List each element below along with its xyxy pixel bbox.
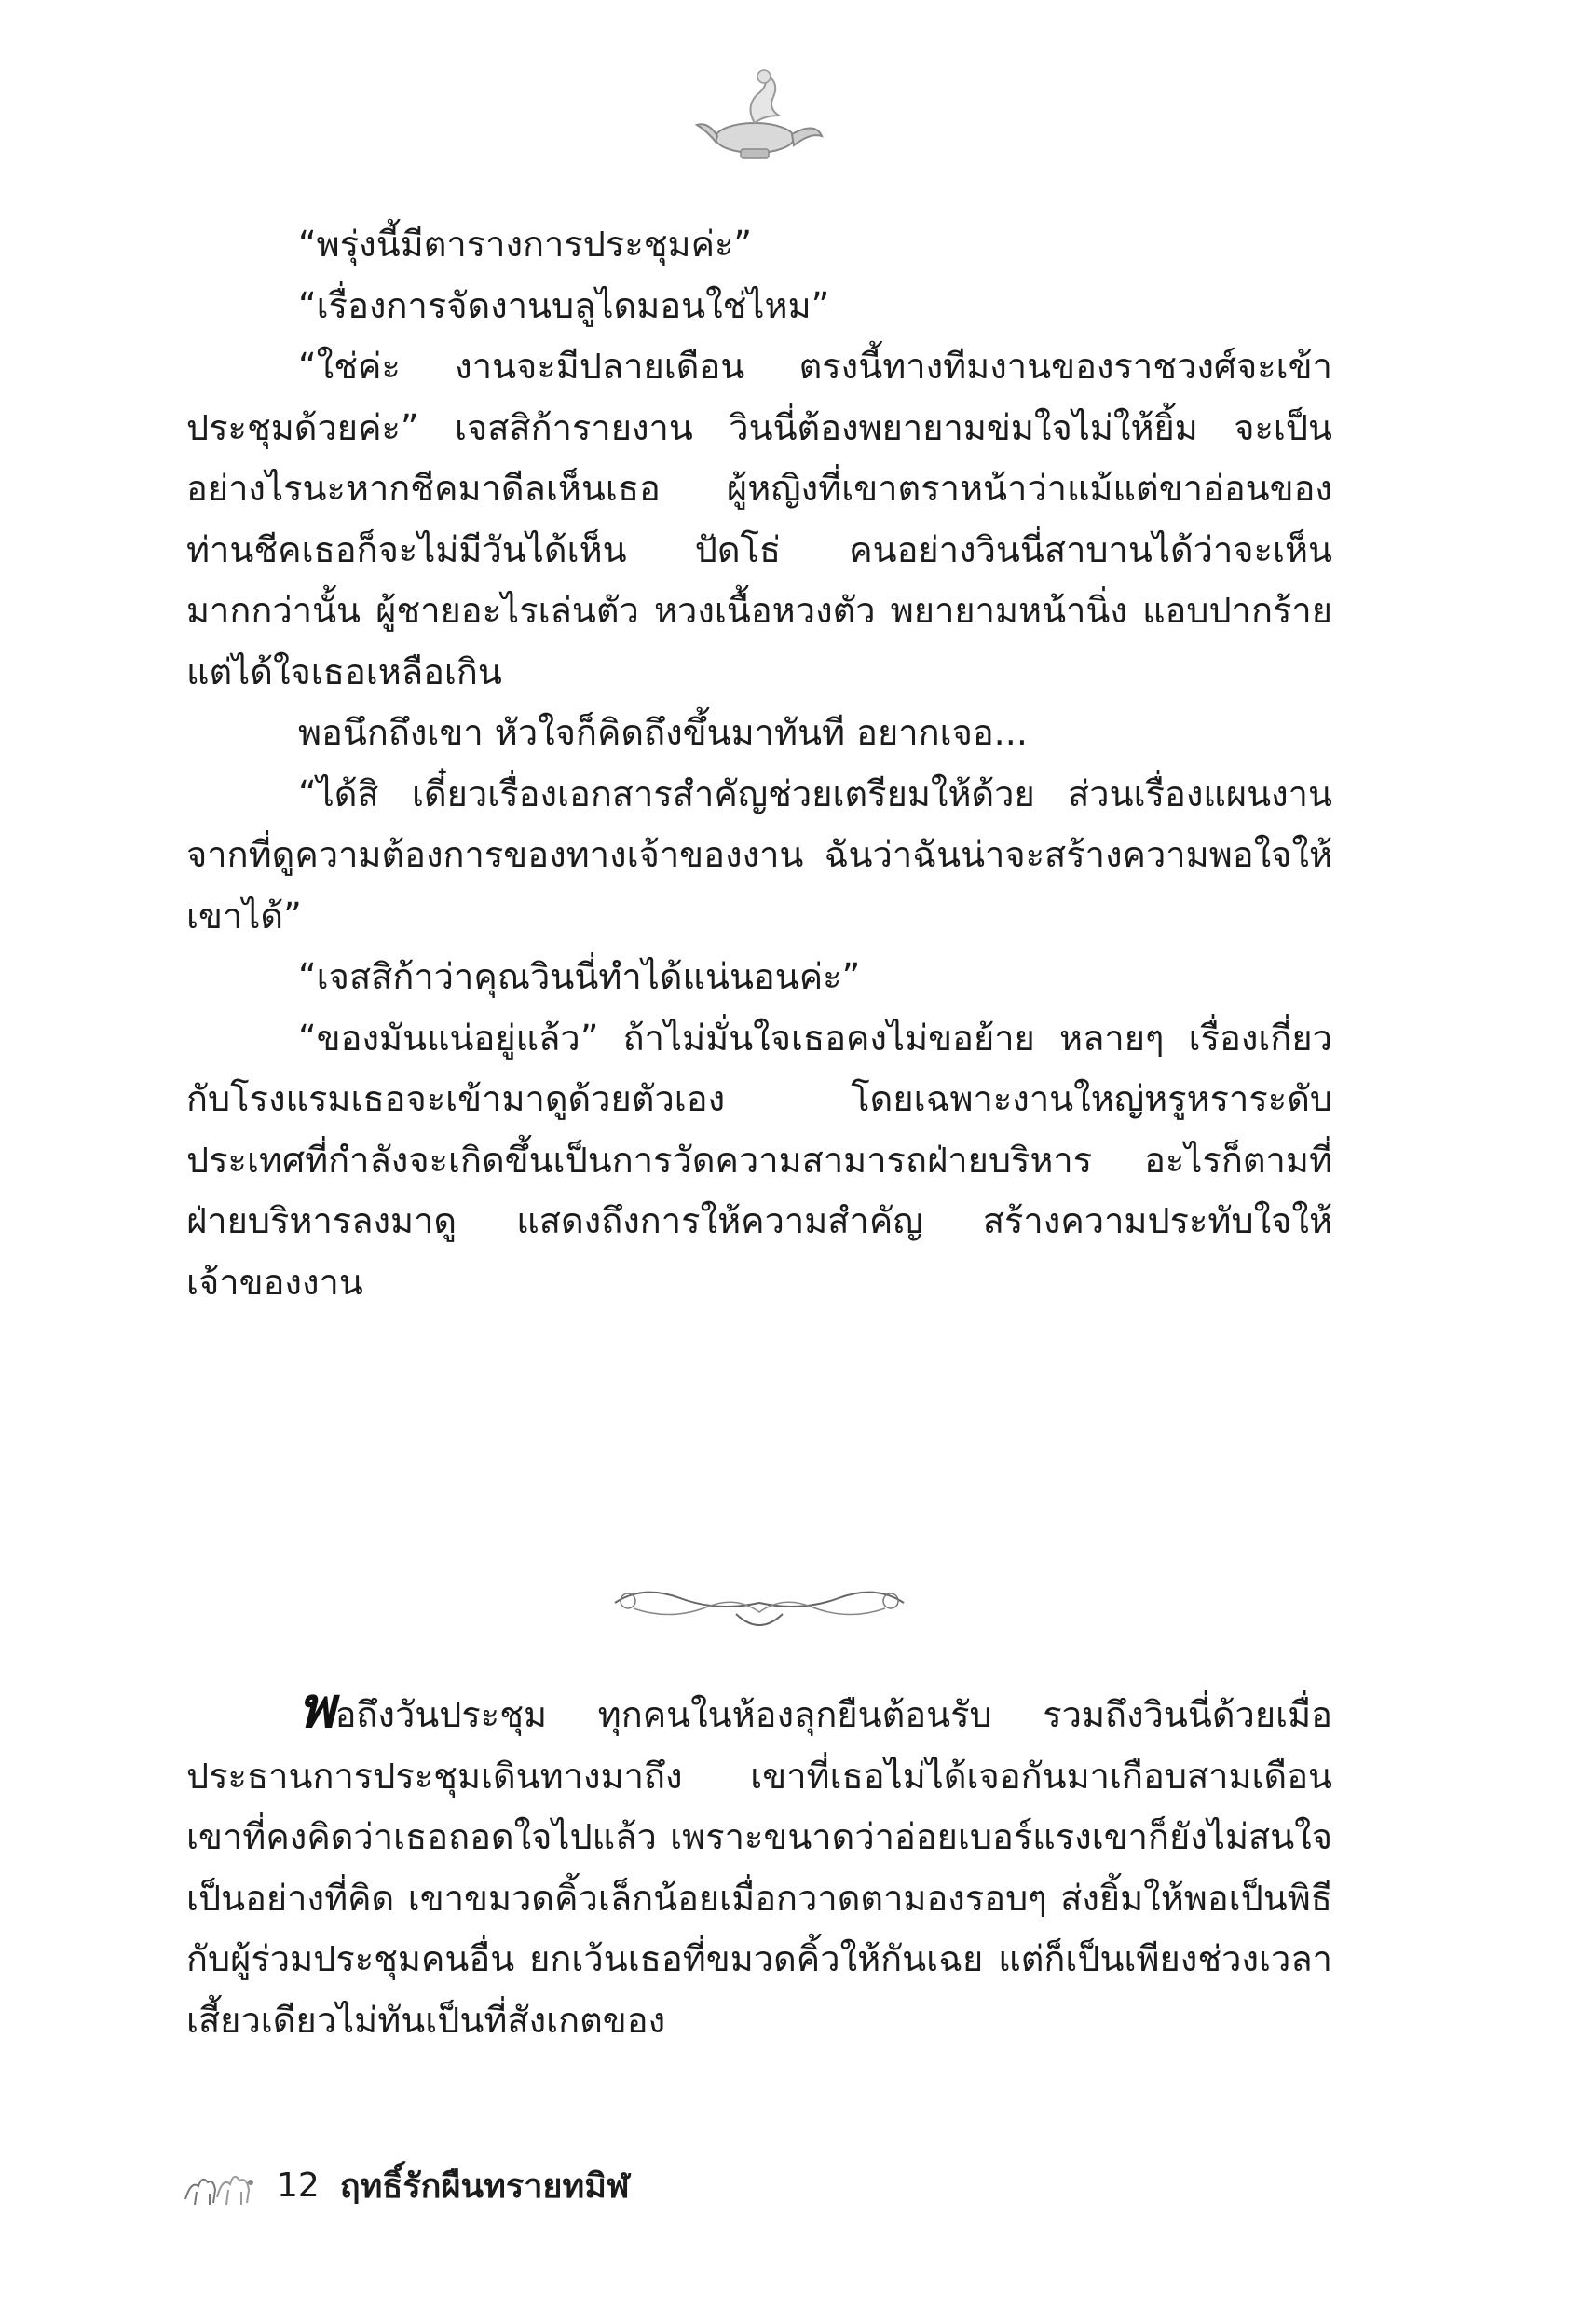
camel-caravan-icon — [182, 2162, 256, 2208]
paragraph: “ได้สิ เดี๋ยวเรื่องเอกสารสำคัญช่วยเตรียมให้ด้วย ส่วนเรื่องแผนงาน จากที่ดูความต้องการของทางเจ้าของงาน ฉันว่าฉันน่าจะสร้างความพอใจให้เขาได้” — [186, 773, 1332, 937]
flourish-divider-icon — [606, 1575, 913, 1640]
paragraph: พอนึกถึงเขา หัวใจก็คิดถึงขึ้นมาทันที อยากเจอ... — [298, 712, 1028, 753]
page-footer — [182, 2157, 630, 2213]
paragraph — [186, 1675, 1332, 2051]
paragraph: “เรื่องการจัดงานบลูไดมอนใช่ไหม” — [298, 284, 830, 326]
drop-cap: พ — [298, 1675, 335, 1741]
section-one-text — [186, 214, 1332, 1313]
book-title: ฤทธิ์รักผืนทรายทมิฬ — [339, 2167, 630, 2206]
paragraph: “พรุ่งนี้มีตารางการประชุมค่ะ” — [298, 224, 753, 265]
paragraph: “เจสสิก้าว่าคุณวินนี่ทำได้แน่นอนค่ะ” — [298, 956, 861, 997]
paragraph-text: อถึงวันประชุม ทุกคนในห้องลุกยืนต้อนรับ รวมถึงวินนี่ด้วยเมื่อประธานการประชุมเดินทางมาถึง เขาที่เธอไม่ได้เจอกันมาเกือบสามเดือน เขาที่คงคิดว่าเธอถอดใจไปแล้ว เพราะขนาดว่าอ่อยเบอร์แรงเขาก็ยังไม่สนใจ เป็นอย่างที่คิด เขาขมวดคิ้วเล็กน้อยเมื่อกวาดตามองรอบๆ ส่งยิ้มให้พอเป็นพิธีกับผู้ร่วมประชุมคนอื่น ยกเว้นเธอที่ขมวดคิ้วให้กันเฉย แต่ก็เป็นเพียงช่วงเวลาเสี้ยวเดียวไม่ทันเป็นที่สังเกตของ — [186, 1694, 1332, 2041]
paragraph: “ของมันแน่อยู่แล้ว” ถ้าไม่มั่นใจเธอคงไม่ขอย้าย หลายๆ เรื่องเกี่ยวกับโรงแรมเธอจะเข้ามาดูด้วยตัวเอง โดยเฉพาะงานใหญ่หรูหราระดับประเทศที่กำลังจะเกิดขึ้นเป็นการวัดความสามารถฝ่ายบริหาร อะไรก็ตามที่ฝ่ายบริหารลงมาดู แสดงถึงการให้ความสำคัญ สร้างความประทับใจให้เจ้าของงาน — [186, 1017, 1332, 1303]
paragraph: “ใช่ค่ะ งานจะมีปลายเดือน ตรงนี้ทางทีมงานของราชวงศ์จะเข้าประชุมด้วยค่ะ” เจสสิก้ารายงาน วินนี่ต้องพยายามข่มใจไม่ให้ยิ้ม จะเป็นอย่างไรนะหากชีคมาดีลเห็นเธอ ผู้หญิงที่เขาตราหน้าว่าแม้แต่ขาอ่อนของท่านชีคเธอก็จะไม่มีวันได้เห็น ปัดโธ่ คนอย่างวินนี่สาบานได้ว่าจะเห็นมากกว่านั้น ผู้ชายอะไรเล่นตัว หวงเนื้อหวงตัว พยายามหน้านิ่ง แอบปากร้าย แต่ได้ใจเธอเหลือเกิน — [186, 346, 1332, 692]
page-number: 12 — [277, 2166, 320, 2205]
genie-lamp-icon — [689, 56, 829, 168]
section-two-text — [186, 1675, 1332, 2051]
